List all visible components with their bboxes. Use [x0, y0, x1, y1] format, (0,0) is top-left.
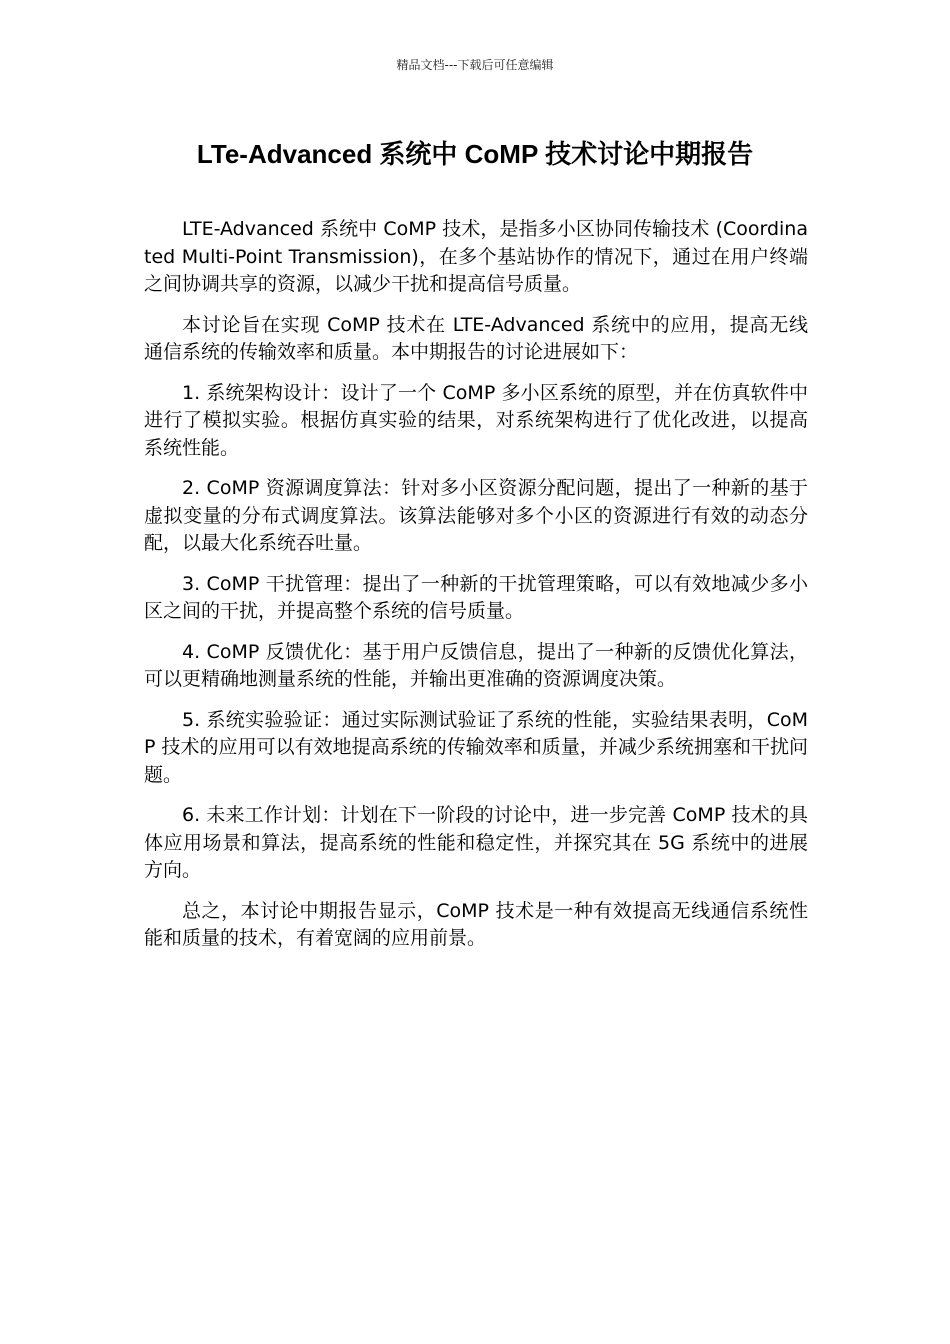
- paragraph-intro: LTE-Advanced 系统中 CoMP 技术，是指多小区协同传输技术 (Coordinated Multi-Point Transmission)，在多个基站协作的情况下，通过在用户终端之间协调共享的资源，以减少干扰和提高信号质量。: [144, 218, 808, 295]
- header-note: 精品文档---下载后可任意编辑: [396, 58, 554, 72]
- paragraph-item-2: 2. CoMP 资源调度算法：针对多小区资源分配问题，提出了一种新的基于虚拟变量的分布式调度算法。该算法能够对多个小区的资源进行有效的动态分配，以最大化系统吞吐量。: [144, 477, 808, 554]
- paragraph-purpose: 本讨论旨在实现 CoMP 技术在 LTE-Advanced 系统中的应用，提高无线通信系统的传输效率和质量。本中期报告的讨论进展如下：: [144, 313, 808, 363]
- document-body: [144, 216, 808, 966]
- paragraph-conclusion: 总之，本讨论中期报告显示，CoMP 技术是一种有效提高无线通信系统性能和质量的技术，有着宽阔的应用前景。: [144, 899, 808, 949]
- paragraph-item-3: 3. CoMP 干扰管理：提出了一种新的干扰管理策略，可以有效地减少多小区之间的干扰，并提高整个系统的信号质量。: [144, 572, 808, 622]
- paragraph-item-6: 6. 未来工作计划：计划在下一阶段的讨论中，进一步完善 CoMP 技术的具体应用场景和算法，提高系统的性能和稳定性，并探究其在 5G 系统中的进展方向。: [144, 804, 808, 881]
- paragraph-item-1: 1. 系统架构设计：设计了一个 CoMP 多小区系统的原型，并在仿真软件中进行了模拟实验。根据仿真实验的结果，对系统架构进行了优化改进，以提高系统性能。: [144, 381, 808, 459]
- document-title: LTe-Advanced 系统中 CoMP 技术讨论中期报告: [196, 139, 754, 169]
- paragraph-item-4: 4. CoMP 反馈优化：基于用户反馈信息，提出了一种新的反馈优化算法，可以更精确地测量系统的性能，并输出更准确的资源调度决策。: [144, 640, 808, 690]
- paragraph-item-5: 5. 系统实验验证：通过实际测试验证了系统的性能，实验结果表明，CoMP 技术的应用可以有效地提高系统的传输效率和质量，并减少系统拥塞和干扰问题。: [144, 708, 808, 786]
